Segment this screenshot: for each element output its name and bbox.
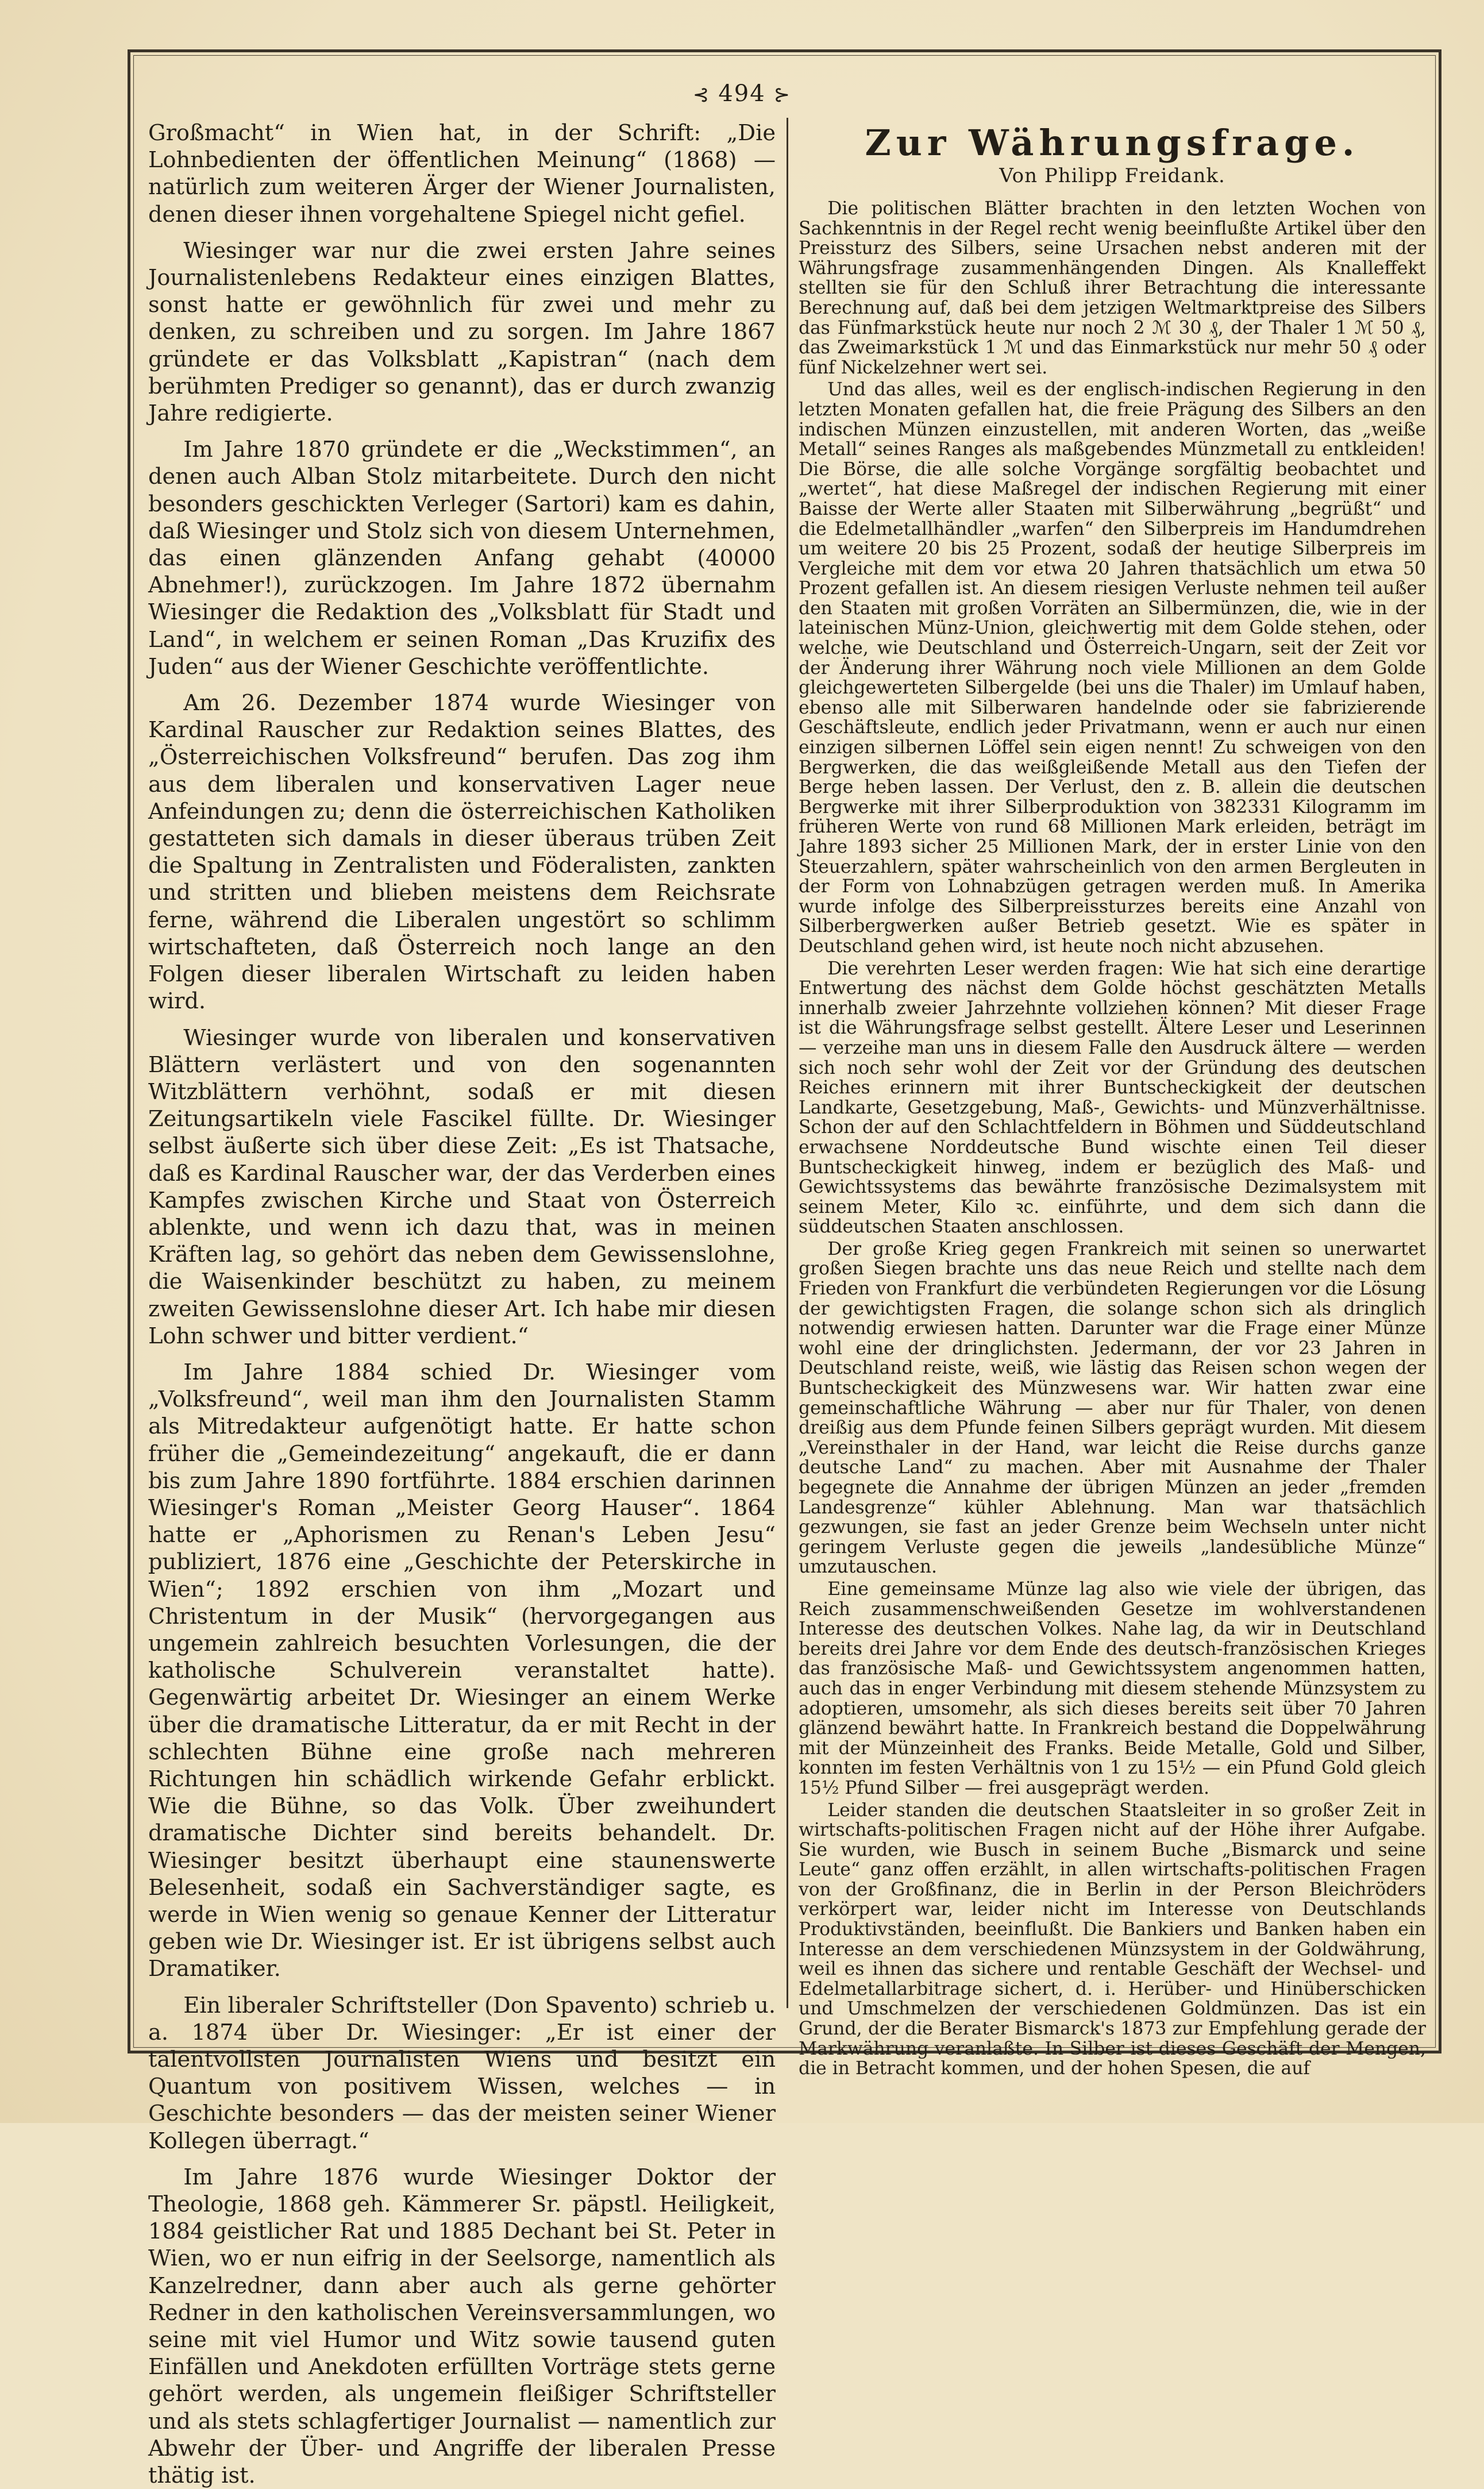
right-paragraph: Eine gemeinsame Münze lag also wie viele der übrigen, das Reich zusammenschweißenden Gesetze im wohlverstandenen Interesse des deutschen Volkes. Nahe lag, da wir in Deutschland bereits drei Jahre vor dem Ende des deutsch-französischen Krieges das französische Maß- und Gewichtssystem angenommen hatten, auch das in enger Verbindung mit diesem stehende Münzsystem zu adoptieren, umsomehr, als sich dieses bereits seit über 70 Jahren glänzend bewährt hatte. In Frankreich bestand die Doppelwährung mit der Münzeinheit des Franks. Beide Metalle, Gold und Silber, konnten im festen Verhältnis von 1 zu 15½ — ein Pfund Gold gleich 15½ Pfund Silber — frei ausgeprägt werden. bbox=[799, 1578, 1426, 1798]
left-paragraph: Im Jahre 1876 wurde Wiesinger Doktor der Theologie, 1868 geh. Kämmerer Sr. päpstl. Heiligkeit, 1884 geistlicher Rat und 1885 Dechant bei St. Peter in Wien, wo er nun eifrig in der Seelsorge, namentlich als Kanzelredner, dann aber auch als gerne gehörter Redner in den katholischen Vereinsversammlungen, wo seine mit viel Humor und Witz sowie tausend guten Einfällen und Anekdoten erfüllten Vorträge stets gerne gehört werden, als ungemein fleißiger Schriftsteller und als stets schlagfertiger Journalist — namentlich zur Abwehr der Über- und Angriffe der liberalen Presse thätig ist. bbox=[148, 2164, 776, 2489]
ornament-left-icon: ⊰ bbox=[692, 83, 711, 106]
left-paragraph: Wiesinger war nur die zwei ersten Jahre seines Journalistenlebens Redakteur eines einzigen Blattes, sonst hatte er gewöhnlich für zwei und mehr zu denken, zu schreiben und zu sorgen. Im Jahre 1867 gründete er das Volksblatt „Kapistran“ (nach dem berühmten Prediger so genannt), das er durch zwanzig Jahre redigierte. bbox=[148, 237, 776, 427]
right-paragraph: Der große Krieg gegen Frankreich mit seinen so unerwartet großen Siegen brachte uns das neue Reich und stellte nach dem Frieden von Frankfurt die verbündeten Regierungen vor die Lösung der gewichtigsten Fragen, die solange schon sich als dringlich notwendig erwiesen hatten. Darunter war die Frage einer Münze wohl eine der dringlichsten. Jedermann, der vor 23 Jahren in Deutschland reiste, weiß, wie lästig das Reisen schon wegen der Buntscheckigkeit des Münzwesens war. Wir hatten zwar eine gemeinschaftliche Währung — aber nur für Thaler, von denen dreißig aus dem Pfunde feinen Silbers geprägt wurden. Mit diesem „Vereinsthaler in der Hand, war leicht die Reise durchs ganze deutsche Land“ zu machen. Aber mit Ausnahme der Thaler begegnete die Annahme der übrigen Münzen an jeder „fremden Landesgrenze“ kühler Ablehnung. Man war thatsächlich gezwungen, sie fast an jeder Grenze beim Wechseln unter nicht geringem Verluste gegen die jeweils „landesübliche Münze“ umzutauschen. bbox=[799, 1238, 1426, 1578]
left-paragraph: Wiesinger wurde von liberalen und konservativen Blättern verlästert und von den sogenannten Witzblättern verhöhnt, sodaß er mit diesen Zeitungsartikeln viele Fascikel füllte. Dr. Wiesinger selbst äußerte sich über diese Zeit: „Es ist Thatsache, daß es Kardinal Rauscher war, der das Verderben eines Kampfes zwischen Kirche und Staat von Österreich ablenkte, und wenn ich dazu that, was in meinen Kräften lag, so gehört das neben dem Gewissenslohne, die Waisenkinder beschützt zu haben, zu meinem zweiten Gewissenslohne dieser Art. Ich habe mir diesen Lohn schwer und bitter verdient.“ bbox=[148, 1024, 776, 1349]
left-paragraph: Großmacht“ in Wien hat, in der Schrift: „Die Lohnbedienten der öffentlichen Meinung“ (1868) — natürlich zum weiteren Ärger der Wiener Journalisten, denen dieser ihnen vorgehaltene Spiegel nicht gefiel. bbox=[148, 120, 776, 228]
left-column bbox=[148, 120, 776, 2489]
right-column bbox=[799, 120, 1426, 2079]
ornament-right-icon: ⊱ bbox=[773, 83, 792, 106]
left-paragraph: Ein liberaler Schriftsteller (Don Spavento) schrieb u. a. 1874 über Dr. Wiesinger: „Er ist einer der talentvollsten Journalisten Wiens und besitzt ein Quantum von positivem Wissen, welches — in Geschichte besonders — das der meisten seiner Wiener Kollegen überragt.“ bbox=[148, 1992, 776, 2154]
page-number: 494 bbox=[718, 80, 766, 107]
right-paragraph: Und das alles, weil es der englisch-indischen Regierung in den letzten Monaten gefallen hat, die freie Prägung des Silbers an den indischen Münzen einzustellen, mit anderen Worten, das „weiße Metall“ seines Ranges als maßgebendes Münzmetall zu entkleiden! Die Börse, die alle solche Vorgänge sorgfältig beobachtet und „wertet“, hat diese Maßregel der indischen Regierung mit einer Baisse der Werte aller Staaten mit Silberwährung „begrüßt“ und die Edelmetallhändler „warfen“ den Silberpreis im Handumdrehen um weitere 20 bis 25 Prozent, sodaß der heutige Silberpreis im Vergleiche mit dem vor etwa 20 Jahren thatsächlich um etwa 50 Prozent gefallen ist. An diesem riesigen Verluste nehmen teil außer den Staaten mit großen Vorräten an Silbermünzen, die, wie in der lateinischen Münz-Union, gleichwertig mit dem Golde stehen, oder welche, wie Deutschland und Österreich-Ungarn, seit der Zeit vor der Änderung ihrer Währung noch viele Millionen an dem Golde gleichgewerteten Silbergelde (bei uns die Thaler) im Umlauf haben, ebenso alle mit Silberwaren handelnde oder sie fabrizierende Geschäftsleute, endlich jeder Privatmann, wenn er auch nur einen einzigen silbernen Löffel sein eigen nennt! Zu schweigen von den Bergwerken, die das weißgleißende Metall aus den Tiefen der Berge heben lassen. Der Verlust, den z. B. allein die deutschen Bergwerke mit ihrer Silberproduktion von 382331 Kilogramm im früheren Werte von rund 68 Millionen Mark erleiden, beträgt im Jahre 1893 sicher 25 Millionen Mark, der in erster Linie von den Steuerzahlern, später wahrscheinlich von den armen Bergleuten in der Form von Lohnabzügen getragen werden muß. In Amerika wurde infolge des Silberpreissturzes bereits eine Anzahl von Silberbergwerken außer Betrieb gesetzt. Wie es später in Deutschland gehen wird, ist heute noch nicht abzusehen. bbox=[799, 379, 1426, 957]
right-paragraph: Die verehrten Leser werden fragen: Wie hat sich eine derartige Entwertung des nächst dem Golde höchst geschätzten Metalls innerhalb zweier Jahrzehnte vollziehen können? Mit dieser Frage ist die Währungsfrage selbst gestellt. Ältere Leser und Leserinnen — verzeihe man uns in diesem Falle den Ausdruck ältere — werden sich noch sehr wohl der Zeit vor der Gründung des deutschen Reiches erinnern mit ihrer Buntscheckigkeit der deutschen Landkarte, Gesetzgebung, Maß-, Gewichts- und Münzverhältnisse. Schon der auf den Schlachtfeldern in Böhmen und Süddeutschland erwachsene Norddeutsche Bund wischte einen Teil dieser Buntscheckigkeit hinweg, indem er bezüglich des Maß- und Gewichtssystems das bewährte französische Dezimalsystem mit seinem Meter, Kilo ꝛc. einführte, und dem sich dann die süddeutschen Staaten anschlossen. bbox=[799, 958, 1426, 1238]
left-paragraph: Im Jahre 1870 gründete er die „Weckstimmen“, an denen auch Alban Stolz mitarbeitete. Durch den nicht besonders geschickten Verleger (Sartori) kam es dahin, daß Wiesinger und Stolz sich von diesem Unternehmen, das einen glänzenden Anfang gehabt (40000 Abnehmer!), zurückzogen. Im Jahre 1872 übernahm Wiesinger die Redaktion des „Volksblatt für Stadt und Land“, in welchem er seinen Roman „Das Kruzifix des Juden“ aus der Wiener Geschichte veröffentlichte. bbox=[148, 437, 776, 680]
left-paragraph: Im Jahre 1884 schied Dr. Wiesinger vom „Volksfreund“, weil man ihm den Journalisten Stamm als Mitredakteur aufgenötigt hatte. Er hatte schon früher die „Gemeindezeitung“ angekauft, die er dann bis zum Jahre 1890 fortführte. 1884 erschien darinnen Wiesinger's Roman „Meister Georg Hauser“. 1864 hatte er „Aphorismen zu Renan's Leben Jesu“ publiziert, 1876 eine „Geschichte der Peterskirche in Wien“; 1892 erschien von ihm „Mozart und Christentum in der Musik“ (hervorgegangen aus ungemein zahlreich besuchten Vorlesungen, die der katholische Schulverein veranstaltet hatte). Gegenwärtig arbeitet Dr. Wiesinger an einem Werke über die dramatische Litteratur, da er mit Recht in der schlechten Bühne eine große nach mehreren Richtungen hin schädlich wirkende Gefahr erblickt. Wie die Bühne, so das Volk. Über zweihundert dramatische Dichter sind bereits behandelt. Dr. Wiesinger besitzt überhaupt eine staunenswerte Belesenheit, sodaß ein Sachverständiger sagte, es werde in Wien wenig so genaue Kenner der Litteratur geben wie Dr. Wiesinger ist. Er ist übrigens selbst auch Dramatiker. bbox=[148, 1359, 776, 1982]
article-byline: Von Philipp Freidank. bbox=[999, 164, 1225, 187]
right-paragraph: Leider standen die deutschen Staatsleiter in so großer Zeit in wirtschafts-politischen Fragen nicht auf der Höhe ihrer Aufgabe. Sie wurden, wie Busch in seinem Buche „Bismarck und seine Leute“ ganz offen erzählt, in allen wirtschafts-politischen Fragen von der Großfinanz, die in Berlin in der Person Bleichröders verkörpert war, leider nicht im Interesse von Deutschlands Produktivständen, beeinflußt. Die Bankiers und Banken haben ein Interesse an dem verschiedenen Münzsystem in der Goldwährung, weil es ihnen das sichere und rentable Geschäft der Wechsel- und Edelmetallarbitrage sichert, d. i. Herüber- und Hinüberschicken und Umschmelzen der verschiedenen Goldmünzen. Das ist ein Grund, der die Berater Bismarck's 1873 zur Empfehlung gerade der Markwährung veranlaßte. In Silber ist dieses Geschäft der Mengen, die in Betracht kommen, und der hohen Spesen, die auf bbox=[799, 1800, 1426, 2079]
article-title: Zur Währungsfrage. bbox=[865, 122, 1360, 164]
right-paragraph: Die politischen Blätter brachten in den letzten Wochen von Sachkenntnis in der Regel recht wenig beeinflußte Artikel über den Preissturz des Silbers, seine Ursachen nebst anderen mit der Währungsfrage zusammenhängenden Dingen. Als Knalleffekt stellten sie für den Schluß ihrer Betrachtung die interessante Berechnung auf, daß bei dem jetzigen Weltmarktpreise des Silbers das Fünfmarkstück heute nur noch 2 ℳ 30 ₰, der Thaler 1 ℳ 50 ₰, das Zweimarkstück 1 ℳ und das Einmarkstück nur mehr 50 ₰ oder fünf Nickelzehner wert sei. bbox=[799, 198, 1426, 378]
page-number-header bbox=[0, 80, 1484, 107]
left-paragraph: Am 26. Dezember 1874 wurde Wiesinger von Kardinal Rauscher zur Redaktion seines Blattes, des „Österreichischen Volksfreund“ berufen. Das zog ihm aus dem liberalen und konservativen Lager neue Anfeindungen zu; denn die österreichischen Katholiken gestatteten sich damals in dieser überaus trüben Zeit die Spaltung in Zentralisten und Föderalisten, zankten und stritten und blieben meistens dem Reichsrate ferne, während die Liberalen ungestört so schlimm wirtschafteten, daß Österreich noch lange an den Folgen dieser liberalen Wirtschaft zu leiden haben wird. bbox=[148, 690, 776, 1015]
column-divider bbox=[787, 118, 788, 2008]
